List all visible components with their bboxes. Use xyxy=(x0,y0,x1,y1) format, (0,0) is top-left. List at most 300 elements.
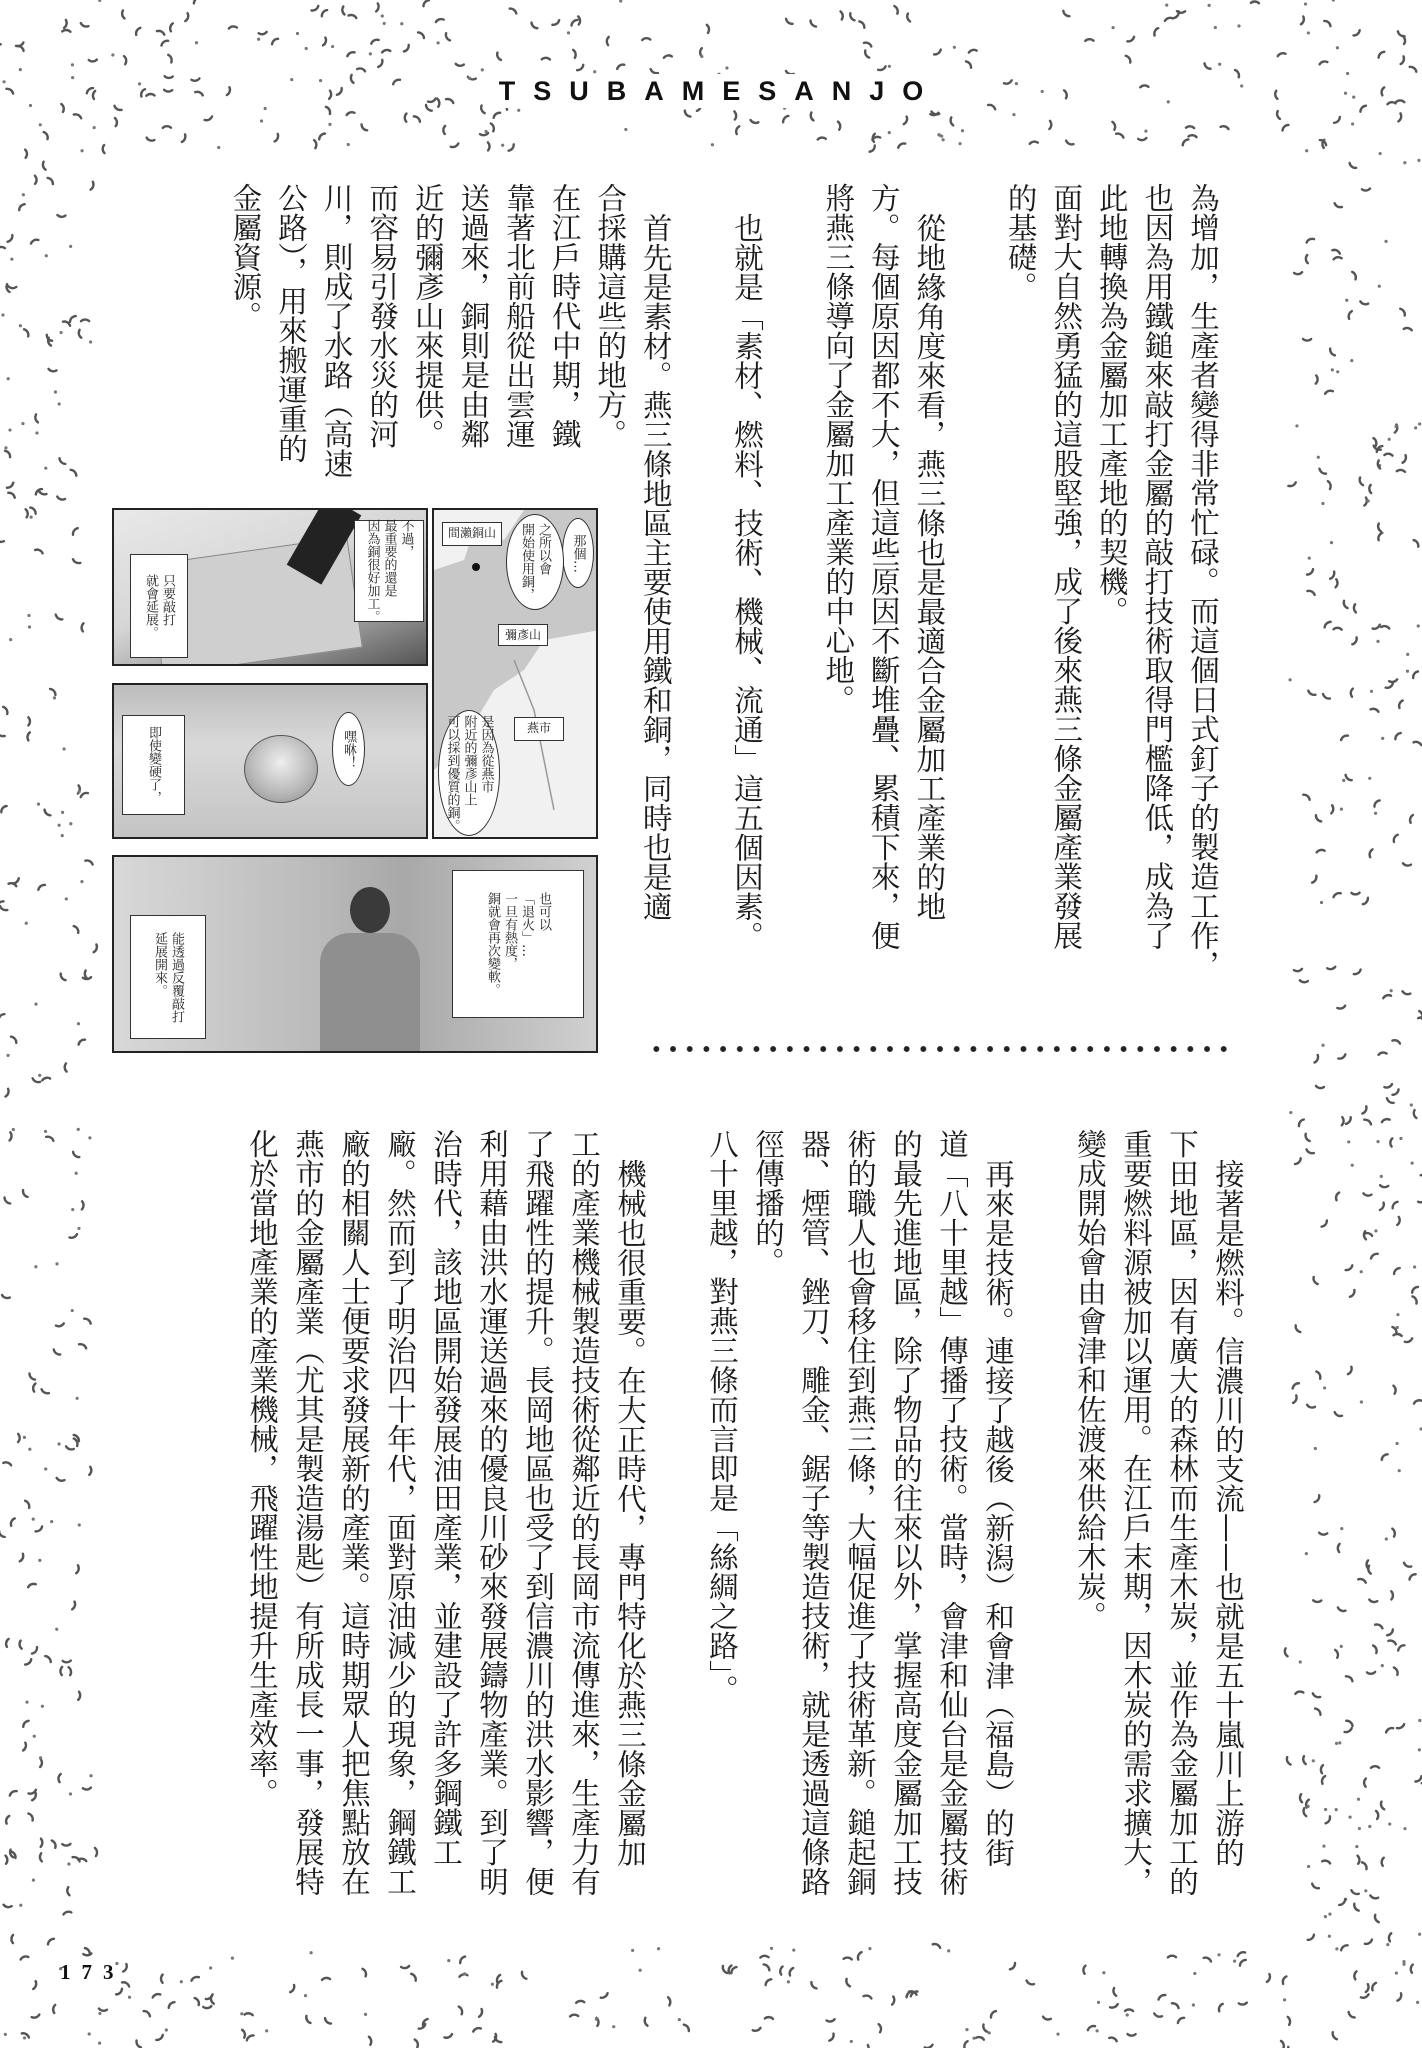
pattern-arc xyxy=(1372,1983,1376,1990)
pattern-arc xyxy=(1281,2041,1284,2048)
pattern-arc xyxy=(0,1014,4,1020)
pattern-arc xyxy=(894,6,897,14)
pattern-dot xyxy=(34,1265,37,1268)
pattern-dot xyxy=(463,1972,466,1975)
pattern-dot xyxy=(1193,1972,1196,1975)
pattern-arc xyxy=(1303,795,1309,800)
pattern-dot xyxy=(1410,1103,1413,1106)
pattern-arc xyxy=(1333,2032,1337,2039)
pattern-dot xyxy=(75,1172,78,1175)
pattern-arc xyxy=(147,138,155,141)
pattern-arc xyxy=(1346,1676,1353,1681)
pattern-dot xyxy=(1388,1822,1391,1825)
pattern-dot xyxy=(1368,777,1371,780)
pattern-arc xyxy=(1369,1600,1377,1603)
pattern-arc xyxy=(1415,1776,1421,1781)
pattern-arc xyxy=(510,9,517,14)
pattern-arc xyxy=(1390,1138,1392,1146)
pattern-arc xyxy=(371,40,378,44)
pattern-arc xyxy=(1306,1134,1310,1141)
pattern-arc xyxy=(1414,1110,1417,1118)
pattern-dot xyxy=(612,2025,615,2028)
pattern-arc xyxy=(1402,991,1410,994)
pattern-arc xyxy=(79,1344,86,1348)
text-column: 從地緣角度來看，燕三條也是最適合金屬加工產業的地 xyxy=(912,213,947,921)
text-column: 化於當地產業的產業機械，飛躍性地提升生產效率。 xyxy=(245,1129,279,1808)
pattern-dot xyxy=(1126,2013,1129,2016)
caption-box: 也可以 「退火」… 一旦有熱度， 銅就會再次變軟。 xyxy=(452,870,584,1018)
pattern-dot xyxy=(25,922,28,925)
pattern-dot xyxy=(1289,1111,1292,1114)
pattern-arc xyxy=(163,126,171,128)
pattern-arc xyxy=(751,120,759,123)
pattern-dot xyxy=(231,1956,234,1959)
pattern-arc xyxy=(811,1982,816,1988)
pattern-arc xyxy=(1307,1149,1314,1153)
pattern-dot xyxy=(38,1559,41,1562)
pattern-arc xyxy=(1278,53,1286,56)
pattern-arc xyxy=(1360,301,1368,304)
pattern-dot xyxy=(1399,1137,1402,1140)
text-column: 道「八十里越」傳播了技術。當時，會津和仙台是金屬技術 xyxy=(935,1129,969,1896)
pattern-arc xyxy=(1349,2012,1355,2018)
pattern-arc xyxy=(342,6,344,14)
pattern-arc xyxy=(319,134,325,140)
pattern-dot xyxy=(1314,1447,1317,1450)
pattern-arc xyxy=(1394,835,1398,842)
pattern-arc xyxy=(28,1813,32,1820)
pattern-dot xyxy=(34,1003,37,1006)
pattern-dot xyxy=(61,811,64,814)
pattern-arc xyxy=(1351,893,1359,895)
pattern-arc xyxy=(58,1774,60,1782)
pattern-dot xyxy=(80,149,83,152)
pattern-arc xyxy=(460,1957,465,1964)
text-column: 也因為用鐵鎚來敲打金屬的敲打技術取得門檻降低，成為了 xyxy=(1140,183,1175,950)
pattern-arc xyxy=(1351,689,1353,697)
pattern-dot xyxy=(1335,1947,1338,1950)
pattern-arc xyxy=(1353,30,1359,35)
pattern-arc xyxy=(1304,1808,1307,1816)
pattern-arc xyxy=(20,1641,22,1649)
pattern-arc xyxy=(65,1063,67,1071)
pattern-arc xyxy=(79,1040,85,1045)
pattern-arc xyxy=(21,1956,29,1959)
pattern-arc xyxy=(1330,572,1334,579)
pattern-dot xyxy=(1192,2003,1195,2006)
pattern-arc xyxy=(878,66,885,70)
pattern-arc xyxy=(157,31,164,35)
pattern-arc xyxy=(259,32,267,34)
text-column: 利用藉由洪水運送過來的優良川砂來發展鑄物產業。到了明 xyxy=(475,1129,509,1896)
pattern-arc xyxy=(786,19,792,24)
pattern-arc xyxy=(1381,626,1389,628)
pattern-arc xyxy=(27,732,29,740)
pattern-dot xyxy=(1336,46,1339,49)
pattern-arc xyxy=(19,204,25,210)
pattern-dot xyxy=(364,2013,367,2016)
pattern-dot xyxy=(888,65,891,68)
pattern-arc xyxy=(5,1089,8,1097)
pattern-arc xyxy=(44,132,48,139)
pattern-dot xyxy=(1418,1748,1421,1751)
pattern-arc xyxy=(1066,141,1073,145)
pattern-arc xyxy=(418,32,424,38)
pattern-arc xyxy=(1411,1965,1413,1973)
pattern-arc xyxy=(645,2018,648,2026)
pattern-arc xyxy=(124,56,126,64)
pattern-arc xyxy=(976,2037,984,2040)
pattern-arc xyxy=(1348,1367,1352,1374)
pattern-arc xyxy=(1346,1117,1351,1124)
pattern-arc xyxy=(1412,1287,1418,1293)
pattern-dot xyxy=(296,32,299,35)
pattern-arc xyxy=(70,316,76,322)
pattern-arc xyxy=(1391,1591,1393,1599)
pattern-arc xyxy=(5,1856,7,1864)
pattern-arc xyxy=(1400,309,1405,316)
pattern-arc xyxy=(1172,2003,1179,2008)
pattern-arc xyxy=(1414,540,1419,547)
pattern-dot xyxy=(7,377,10,380)
pattern-dot xyxy=(1328,1913,1331,1916)
pattern-dot xyxy=(1237,24,1240,27)
pattern-arc xyxy=(10,1132,12,1140)
pattern-arc xyxy=(1374,800,1379,806)
pattern-arc xyxy=(844,1958,852,1960)
pattern-dot xyxy=(1390,989,1393,992)
pattern-arc xyxy=(1303,339,1311,341)
pattern-arc xyxy=(136,2041,140,2048)
pattern-arc xyxy=(1332,250,1339,254)
pattern-arc xyxy=(31,240,38,244)
pattern-arc xyxy=(1010,1963,1015,1969)
pattern-arc xyxy=(94,945,97,953)
caption-box: 即使變硬了， xyxy=(122,715,185,815)
pattern-arc xyxy=(1126,56,1131,63)
pattern-arc xyxy=(83,1788,91,1790)
pattern-arc xyxy=(311,6,318,11)
text-column: 為增加，生產者變得非常忙碌。而這個日式釘子的製造工作， xyxy=(1186,183,1220,980)
pattern-arc xyxy=(191,1977,198,1981)
pattern-arc xyxy=(707,25,709,33)
pattern-dot xyxy=(1374,1229,1377,1232)
pattern-dot xyxy=(1012,113,1015,116)
pattern-arc xyxy=(1369,485,1371,493)
pattern-dot xyxy=(304,1994,307,1997)
pattern-arc xyxy=(414,116,420,121)
pattern-arc xyxy=(35,414,38,422)
pattern-dot xyxy=(1417,159,1420,162)
pattern-arc xyxy=(898,143,905,147)
pattern-arc xyxy=(459,2007,462,2015)
pattern-arc xyxy=(1335,203,1342,207)
pattern-arc xyxy=(82,1201,84,1209)
pattern-arc xyxy=(161,41,168,46)
pattern-arc xyxy=(1392,1529,1395,1537)
worker-illustration xyxy=(314,887,424,1053)
pattern-arc xyxy=(57,497,65,500)
pattern-arc xyxy=(1168,1956,1176,1958)
pattern-dot xyxy=(1376,1140,1379,1143)
pattern-dot xyxy=(55,1628,58,1631)
pattern-arc xyxy=(1338,1054,1345,1058)
pattern-arc xyxy=(1301,16,1304,24)
pattern-dot xyxy=(631,1949,634,1952)
pattern-arc xyxy=(1239,2003,1247,2005)
pattern-dot xyxy=(77,1022,80,1025)
pattern-arc xyxy=(1373,625,1380,629)
pattern-arc xyxy=(369,2037,371,2045)
pattern-arc xyxy=(664,55,672,57)
text-column: 首先是素材。燕三條地區主要使用鐵和銅，同時也是適 xyxy=(638,213,673,921)
pattern-dot xyxy=(1097,2001,1100,2004)
pattern-arc xyxy=(84,1319,90,1324)
pattern-arc xyxy=(1154,28,1158,35)
pattern-dot xyxy=(22,193,25,196)
pattern-dot xyxy=(57,824,60,827)
pattern-arc xyxy=(404,45,409,52)
pattern-arc xyxy=(326,107,330,114)
pattern-arc xyxy=(1317,850,1325,853)
pattern-arc xyxy=(766,1979,772,1985)
pattern-arc xyxy=(347,112,355,115)
pattern-arc xyxy=(1277,111,1280,119)
pattern-arc xyxy=(1113,1988,1116,1996)
pattern-arc xyxy=(1401,56,1404,64)
pattern-dot xyxy=(1330,541,1333,544)
pattern-arc xyxy=(1370,849,1373,857)
pattern-dot xyxy=(89,340,92,343)
pattern-arc xyxy=(56,615,63,620)
pattern-arc xyxy=(1345,1728,1352,1732)
pattern-arc xyxy=(1165,18,1173,21)
pattern-dot xyxy=(1324,1808,1327,1811)
pattern-arc xyxy=(1338,1544,1340,1552)
pattern-dot xyxy=(1381,737,1384,740)
pattern-dot xyxy=(41,1705,44,1708)
pattern-dot xyxy=(78,790,81,793)
pattern-dot xyxy=(1403,161,1406,164)
pattern-dot xyxy=(1335,1808,1338,1811)
pattern-arc xyxy=(247,2035,254,2040)
pattern-arc xyxy=(1351,1890,1358,1894)
pattern-arc xyxy=(570,2015,578,2017)
pattern-arc xyxy=(522,1972,526,1979)
pattern-arc xyxy=(1378,533,1382,540)
pattern-dot xyxy=(1413,1265,1416,1268)
pattern-arc xyxy=(1404,328,1412,330)
pattern-arc xyxy=(966,61,971,67)
pattern-arc xyxy=(668,1997,670,2005)
pattern-arc xyxy=(349,15,357,18)
pattern-dot xyxy=(1317,456,1320,459)
pattern-arc xyxy=(30,508,35,514)
pattern-arc xyxy=(479,2009,482,2017)
pattern-arc xyxy=(1322,1776,1325,1784)
pattern-arc xyxy=(30,1374,35,1380)
pattern-arc xyxy=(194,0,200,3)
pattern-arc xyxy=(473,2028,481,2031)
pattern-dot xyxy=(988,2031,991,2034)
speech-bubble: 是因為從燕市 附近的彌彥山上 可以採到優質的銅。 xyxy=(438,710,500,836)
pattern-arc xyxy=(872,137,880,140)
text-column: 此地轉換為金屬加工產地的契機。 xyxy=(1094,183,1129,626)
pattern-arc xyxy=(6,1816,9,1824)
pattern-dot xyxy=(1056,2033,1059,2036)
pattern-arc xyxy=(1368,1566,1371,1574)
pattern-arc xyxy=(1116,134,1123,138)
pattern-arc xyxy=(1397,470,1405,472)
pattern-dot xyxy=(953,46,956,49)
pattern-arc xyxy=(1413,671,1418,678)
pattern-arc xyxy=(60,458,66,464)
pattern-dot xyxy=(1417,624,1420,627)
pattern-dot xyxy=(55,1262,58,1265)
pattern-arc xyxy=(43,162,46,170)
pattern-arc xyxy=(60,1667,62,1675)
pattern-dot xyxy=(1350,359,1353,362)
pattern-arc xyxy=(1027,1981,1034,1985)
pattern-arc xyxy=(1314,1277,1318,1284)
pattern-dot xyxy=(1208,4,1211,7)
pattern-arc xyxy=(63,1912,71,1915)
pattern-arc xyxy=(1159,1995,1166,2000)
pattern-arc xyxy=(91,182,94,190)
pattern-arc xyxy=(1414,742,1422,745)
pattern-dot xyxy=(1411,1162,1414,1165)
pattern-dot xyxy=(517,109,520,112)
text-column: 重要燃料源被加以運用。在江戶末期，因木炭的需求擴大， xyxy=(1119,1129,1153,1896)
pattern-arc xyxy=(64,20,67,28)
pattern-dot xyxy=(28,1448,31,1451)
pattern-arc xyxy=(1365,1940,1372,1944)
pattern-arc xyxy=(203,2006,211,2008)
pattern-arc xyxy=(1364,498,1367,506)
pattern-dot xyxy=(447,1959,450,1962)
caption-box: 只要敲打 就會延展。 xyxy=(130,554,188,658)
pattern-arc xyxy=(1322,140,1324,148)
pattern-arc xyxy=(42,1389,49,1393)
pattern-arc xyxy=(488,142,490,150)
pattern-arc xyxy=(1341,1945,1347,1950)
pattern-arc xyxy=(1221,126,1229,129)
pattern-arc xyxy=(25,150,27,158)
pattern-dot xyxy=(6,1054,9,1057)
pattern-dot xyxy=(868,1947,871,1950)
pattern-dot xyxy=(309,1951,312,1954)
pattern-dot xyxy=(61,834,64,837)
pattern-arc xyxy=(892,1996,894,2004)
pattern-arc xyxy=(245,2013,253,2015)
pattern-dot xyxy=(436,41,439,44)
pattern-arc xyxy=(12,878,18,883)
pattern-arc xyxy=(1307,591,1314,595)
text-column: 機械也很重要。在大正時代，專門特化於燕三條金屬加 xyxy=(613,1159,647,1867)
pattern-arc xyxy=(290,1985,294,1992)
pattern-arc xyxy=(1376,1811,1378,1819)
pattern-dot xyxy=(35,431,38,434)
pattern-dot xyxy=(1364,1889,1367,1892)
pattern-dot xyxy=(38,1074,41,1077)
text-column: 下田地區，因有廣大的森林而生產木炭，並作為金屬加工的 xyxy=(1165,1129,1199,1896)
pattern-arc xyxy=(1293,1383,1299,1388)
pattern-arc xyxy=(1412,1296,1416,1303)
pattern-dot xyxy=(1304,2,1307,5)
pattern-arc xyxy=(1336,1193,1339,1201)
pattern-arc xyxy=(40,1853,42,1861)
pattern-dot xyxy=(1218,63,1221,66)
pattern-arc xyxy=(10,1791,17,1796)
pattern-dot xyxy=(98,2012,101,2015)
pattern-dot xyxy=(1102,1971,1105,1974)
pattern-arc xyxy=(1204,1958,1211,1962)
pattern-arc xyxy=(411,1974,416,1981)
pattern-dot xyxy=(1386,1943,1389,1946)
pattern-arc xyxy=(811,21,817,27)
pattern-dot xyxy=(44,1467,47,1470)
text-column: 治時代，該地區開始發展油田產業，並建設了許多鋼鐵工 xyxy=(429,1129,463,1867)
text-column: 的最先進地區，除了物品的往來以外，掌握高度金屬加工技 xyxy=(889,1129,923,1896)
pattern-arc xyxy=(1293,1395,1297,1403)
pattern-arc xyxy=(347,52,354,56)
pattern-dot xyxy=(1336,370,1339,373)
pattern-arc xyxy=(1362,1862,1367,1869)
pattern-arc xyxy=(42,1078,50,1081)
pattern-arc xyxy=(1205,63,1211,68)
pattern-arc xyxy=(1380,1185,1388,1187)
pattern-arc xyxy=(1394,1334,1402,1336)
pattern-arc xyxy=(1346,1721,1352,1726)
pattern-arc xyxy=(322,10,327,16)
pattern-dot xyxy=(1335,1742,1338,1745)
pattern-arc xyxy=(33,1384,35,1392)
pattern-dot xyxy=(1384,240,1387,243)
pattern-dot xyxy=(1305,1552,1308,1555)
pattern-arc xyxy=(24,329,28,336)
pattern-arc xyxy=(1043,2017,1051,2020)
pattern-arc xyxy=(1049,121,1051,129)
pattern-arc xyxy=(5,1198,11,1204)
pattern-arc xyxy=(870,145,875,151)
pattern-arc xyxy=(1334,117,1340,123)
pattern-arc xyxy=(156,2035,162,2040)
pattern-arc xyxy=(1313,1693,1320,1697)
pattern-arc xyxy=(1,806,6,812)
pattern-arc xyxy=(497,53,501,60)
pattern-arc xyxy=(1346,775,1352,780)
pattern-arc xyxy=(780,1967,782,1975)
pattern-dot xyxy=(1376,640,1379,643)
pattern-dot xyxy=(80,880,83,883)
pattern-arc xyxy=(1154,2013,1162,2016)
pattern-arc xyxy=(275,134,279,142)
pattern-arc xyxy=(1331,805,1333,813)
pattern-dot xyxy=(678,2018,681,2021)
pattern-arc xyxy=(1303,1756,1306,1764)
pattern-arc xyxy=(1364,1120,1371,1125)
pattern-arc xyxy=(1307,239,1314,243)
pattern-arc xyxy=(1364,1231,1366,1239)
pattern-dot xyxy=(1324,1915,1327,1918)
pattern-dot xyxy=(1340,808,1343,811)
pattern-arc xyxy=(1306,255,1308,263)
pattern-arc xyxy=(0,247,5,249)
pattern-arc xyxy=(0,906,7,910)
text-column: 而容易引發水災的河 xyxy=(365,183,400,449)
mine-marker xyxy=(472,563,480,571)
pattern-arc xyxy=(1384,454,1392,456)
